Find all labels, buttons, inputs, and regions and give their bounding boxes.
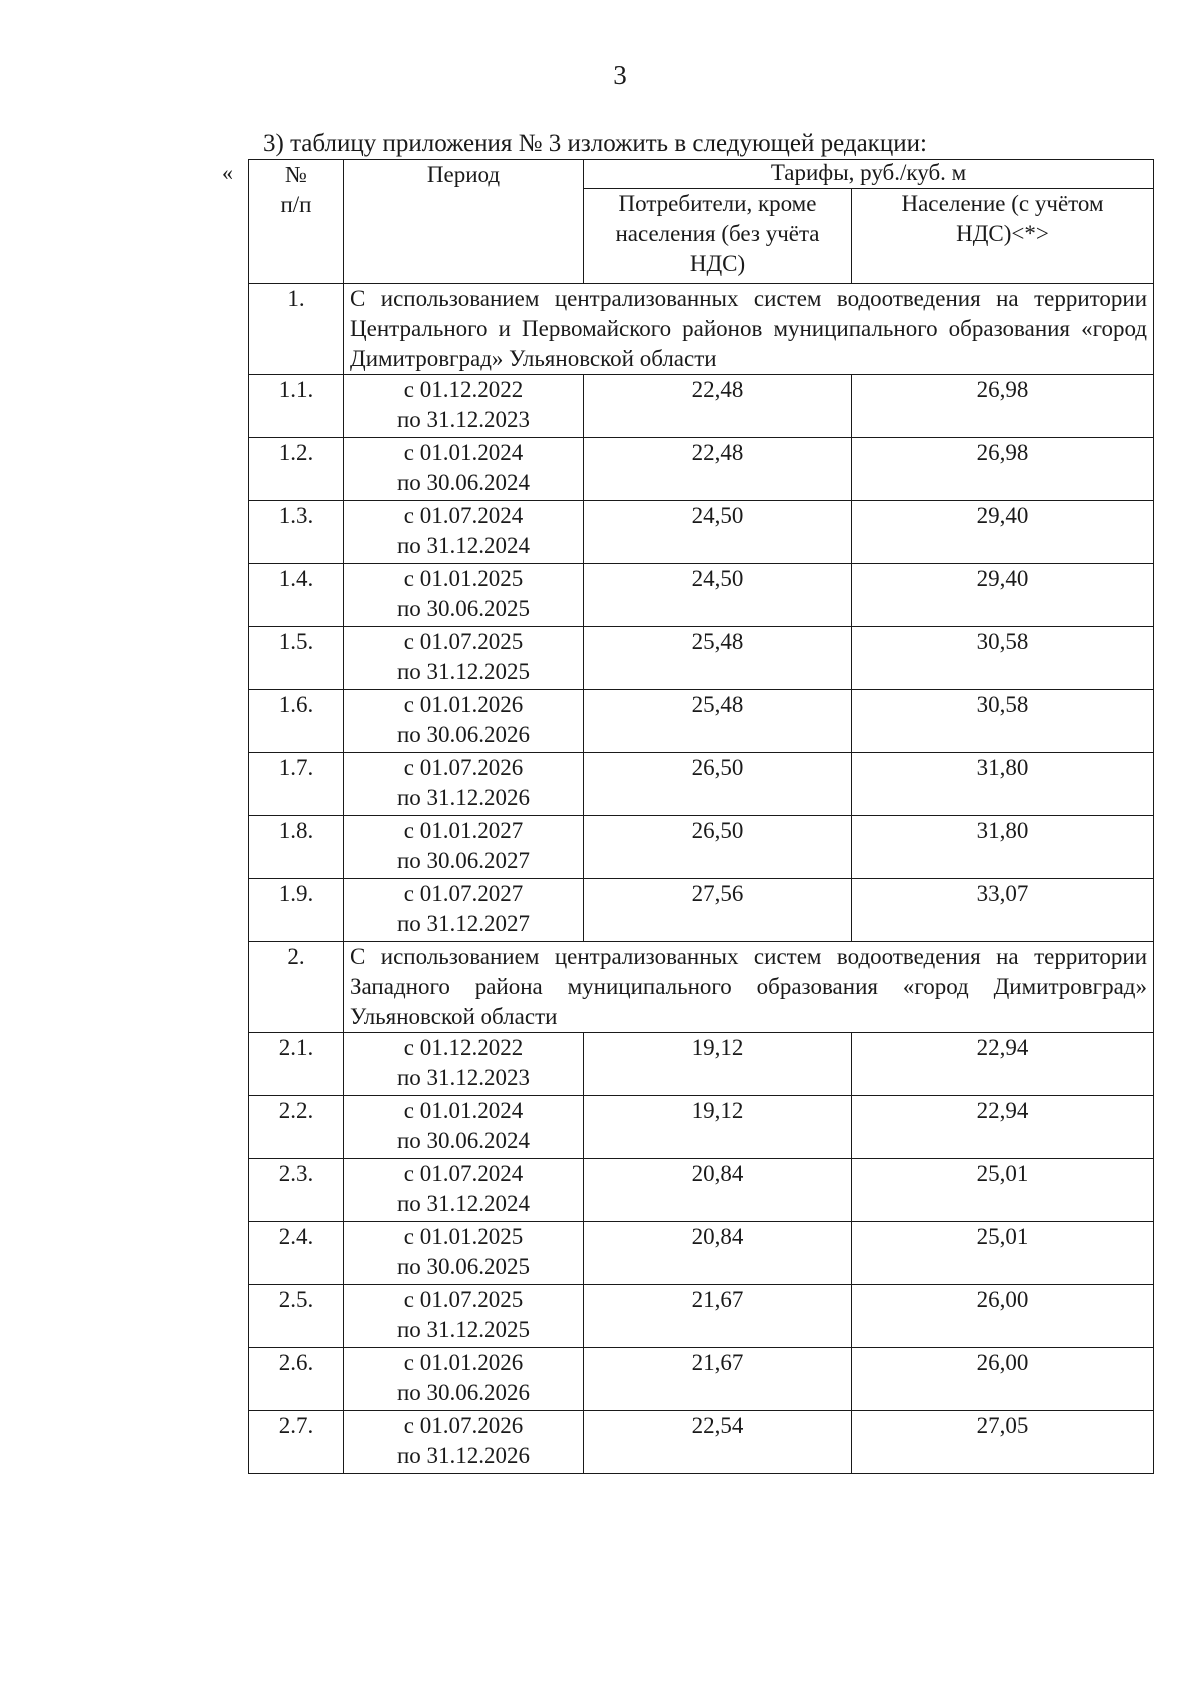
table-row [249, 1348, 1154, 1411]
table-row [249, 879, 1154, 942]
row-period [344, 1033, 584, 1096]
period-from: с 01.01.2024 [403, 440, 524, 465]
table-row [249, 627, 1154, 690]
section-row [249, 284, 1154, 375]
tariff-population: 30,58 [852, 690, 1154, 753]
row-period [344, 375, 584, 438]
table-row [249, 1159, 1154, 1222]
table-row [249, 1411, 1154, 1474]
period-to: по 30.06.2025 [396, 596, 531, 621]
period-to: по 31.12.2027 [396, 911, 531, 936]
period-from: с 01.12.2022 [403, 1035, 524, 1060]
tariff-consumers: 21,67 [584, 1348, 852, 1411]
tariff-population: 31,80 [852, 753, 1154, 816]
section-number: 2. [249, 942, 344, 1033]
table-row [249, 438, 1154, 501]
row-number: 1.4. [249, 564, 344, 627]
period-from: с 01.07.2025 [403, 1287, 524, 1312]
period-to: по 30.06.2024 [396, 1128, 531, 1153]
tariff-consumers: 22,48 [584, 375, 852, 438]
tariff-population: 26,98 [852, 438, 1154, 501]
row-period [344, 690, 584, 753]
section-row [249, 942, 1154, 1033]
tariff-consumers: 24,50 [584, 501, 852, 564]
period-from: с 01.01.2025 [403, 1224, 524, 1249]
header-row-top [249, 160, 1154, 189]
row-number: 1.6. [249, 690, 344, 753]
tariff-population: 25,01 [852, 1222, 1154, 1285]
tariff-population: 26,00 [852, 1348, 1154, 1411]
period-from: с 01.07.2027 [403, 881, 524, 906]
row-period [344, 753, 584, 816]
row-number: 2.4. [249, 1222, 344, 1285]
table-row [249, 753, 1154, 816]
tariff-consumers: 26,50 [584, 816, 852, 879]
row-period [344, 564, 584, 627]
period-to: по 31.12.2026 [396, 1443, 531, 1468]
row-number: 1.9. [249, 879, 344, 942]
section-title: С использованием централизованных систем водоотведения на территории Центрального и Первомайского районов муниципального образования «город Димитровград» Ульяновской области [344, 284, 1154, 375]
row-period [344, 438, 584, 501]
tariff-consumers: 24,50 [584, 564, 852, 627]
period-to: по 30.06.2026 [396, 1380, 531, 1405]
period-from: с 01.01.2026 [403, 1350, 524, 1375]
tariff-population: 29,40 [852, 564, 1154, 627]
row-number: 2.2. [249, 1096, 344, 1159]
row-number: 2.1. [249, 1033, 344, 1096]
period-to: по 30.06.2026 [396, 722, 531, 747]
row-period [344, 879, 584, 942]
period-from: с 01.07.2025 [403, 629, 524, 654]
table-row [249, 564, 1154, 627]
period-to: по 31.12.2025 [396, 1317, 531, 1342]
period-to: по 31.12.2024 [396, 533, 531, 558]
tariff-consumers: 21,67 [584, 1285, 852, 1348]
tariff-consumers: 27,56 [584, 879, 852, 942]
tariff-population: 29,40 [852, 501, 1154, 564]
row-period [344, 501, 584, 564]
table-row [249, 1285, 1154, 1348]
table-row [249, 816, 1154, 879]
row-number: 2.5. [249, 1285, 344, 1348]
period-from: с 01.01.2026 [403, 692, 524, 717]
tariff-table [248, 159, 1154, 1474]
period-from: с 01.07.2024 [403, 1161, 524, 1186]
header-population: Население (с учётом НДС)<*> [852, 189, 1154, 284]
header-number [249, 160, 344, 284]
table-row [249, 1033, 1154, 1096]
tariff-population: 33,07 [852, 879, 1154, 942]
row-period [344, 627, 584, 690]
tariff-consumers: 22,54 [584, 1411, 852, 1474]
row-number: 2.6. [249, 1348, 344, 1411]
period-from: с 01.12.2022 [403, 377, 524, 402]
section-number: 1. [249, 284, 344, 375]
tariff-population: 25,01 [852, 1159, 1154, 1222]
tariff-population: 26,98 [852, 375, 1154, 438]
tariff-population: 27,05 [852, 1411, 1154, 1474]
tariff-consumers: 26,50 [584, 753, 852, 816]
header-number-label: № п/п [280, 162, 312, 217]
period-from: с 01.07.2026 [403, 1413, 524, 1438]
period-to: по 30.06.2025 [396, 1254, 531, 1279]
row-number: 1.7. [249, 753, 344, 816]
row-number: 2.3. [249, 1159, 344, 1222]
row-number: 1.8. [249, 816, 344, 879]
period-from: с 01.07.2024 [403, 503, 524, 528]
tariff-population: 31,80 [852, 816, 1154, 879]
period-to: по 30.06.2027 [396, 848, 531, 873]
tariff-consumers: 19,12 [584, 1033, 852, 1096]
row-period [344, 1096, 584, 1159]
row-number: 1.2. [249, 438, 344, 501]
page-number: 3 [613, 60, 627, 90]
tariff-population: 22,94 [852, 1033, 1154, 1096]
header-consumers: Потребители, кроме населения (без учёта НДС) [584, 189, 852, 284]
row-number: 1.1. [249, 375, 344, 438]
table-row [249, 375, 1154, 438]
row-number: 1.5. [249, 627, 344, 690]
row-number: 1.3. [249, 501, 344, 564]
period-to: по 31.12.2023 [396, 407, 531, 432]
row-period [344, 1159, 584, 1222]
period-to: по 31.12.2026 [396, 785, 531, 810]
row-period [344, 1285, 584, 1348]
table-row [249, 501, 1154, 564]
header-tariffs: Тарифы, руб./куб. м [584, 160, 1154, 189]
row-period [344, 1348, 584, 1411]
row-period [344, 1222, 584, 1285]
period-from: с 01.01.2025 [403, 566, 524, 591]
tariff-consumers: 25,48 [584, 627, 852, 690]
tariff-consumers: 25,48 [584, 690, 852, 753]
period-from: с 01.01.2027 [403, 818, 524, 843]
period-to: по 31.12.2025 [396, 659, 531, 684]
table-row [249, 690, 1154, 753]
tariff-consumers: 22,48 [584, 438, 852, 501]
period-to: по 31.12.2023 [396, 1065, 531, 1090]
row-number: 2.7. [249, 1411, 344, 1474]
period-to: по 30.06.2024 [396, 470, 531, 495]
period-from: с 01.07.2026 [403, 755, 524, 780]
table-body [249, 284, 1154, 1474]
section-title: С использованием централизованных систем водоотведения на территории Западного района муниципального образования «город Димитровград» Ульяновской области [344, 942, 1154, 1033]
period-to: по 31.12.2024 [396, 1191, 531, 1216]
tariff-consumers: 19,12 [584, 1096, 852, 1159]
table-row [249, 1222, 1154, 1285]
table-row [249, 1096, 1154, 1159]
tariff-population: 22,94 [852, 1096, 1154, 1159]
row-period [344, 816, 584, 879]
tariff-population: 30,58 [852, 627, 1154, 690]
row-period [344, 1411, 584, 1474]
tariff-consumers: 20,84 [584, 1222, 852, 1285]
intro-text: 3) таблицу приложения № 3 изложить в следующей редакции: [263, 130, 927, 157]
header-period: Период [344, 160, 584, 284]
tariff-population: 26,00 [852, 1285, 1154, 1348]
tariff-consumers: 20,84 [584, 1159, 852, 1222]
opening-quote: « [222, 160, 233, 185]
period-from: с 01.01.2024 [403, 1098, 524, 1123]
